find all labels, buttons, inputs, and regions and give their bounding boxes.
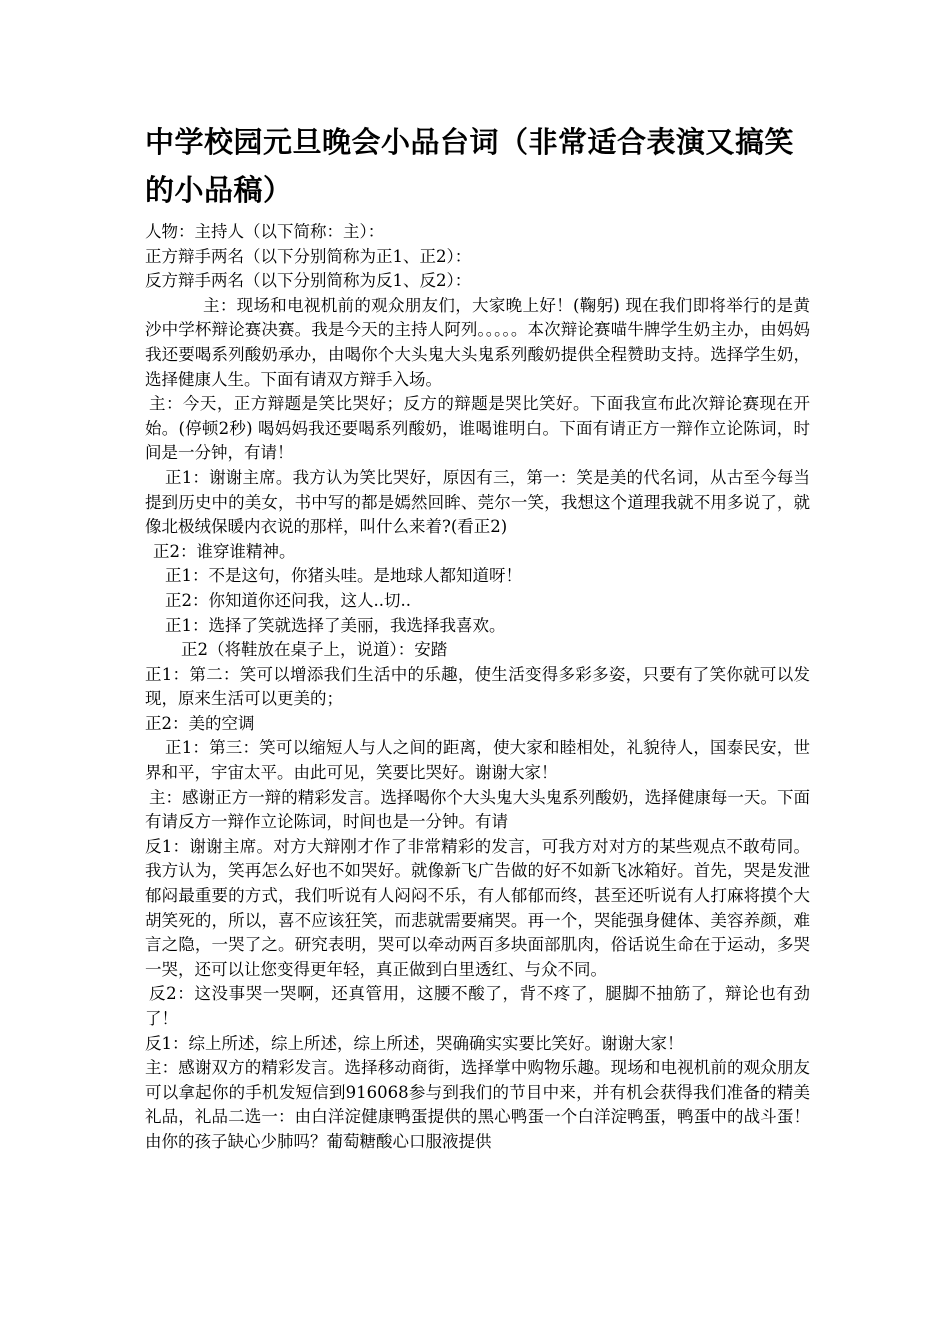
- paragraph: 反方辩手两名（以下分别简称为反1、反2）：: [145, 271, 472, 291]
- paragraph: 主：感谢双方的精彩发言。选择移动商街，选择掌中购物乐趣。现场和电视机前的观众朋友可以拿起你的手机发短信到916068参与到我们的节目中来，并有机会获得我们准备的精美礼品，礼品二选一：由白洋淀健康鸭蛋提供的黑心鸭蛋一个白洋淀鸭蛋，鸭蛋中的战斗蛋！由你的孩子缺心少肺吗？葡萄糖酸心口服液提供: [145, 1058, 810, 1151]
- paragraph: 反1：综上所述，综上所述，综上所述，哭确确实实要比笑好。谢谢大家！: [145, 1033, 684, 1053]
- paragraph: 正2：美的空调: [145, 713, 255, 733]
- paragraph: 正1：谢谢主席。我方认为笑比哭好，原因有三，第一：笑是美的代名词，从古至今每当提到历史中的美女，书中写的都是嫣然回眸、莞尔一笑，我想这个道理我就不用多说了，就像北极绒保暖内衣说的那样，叫什么来着?(看正2): [145, 467, 810, 537]
- paragraph: 正1：选择了笑就选择了美丽，我选择我喜欢。: [165, 615, 506, 635]
- document-page: [145, 118, 810, 1155]
- paragraph: 反2：这没事哭一哭啊，还真管用，这腰不酸了，背不疼了，腿脚不抽筋了，辩论也有劲了！: [145, 984, 810, 1028]
- paragraph: 正1：第二：笑可以增添我们生活中的乐趣，使生活变得多彩多姿，只要有了笑你就可以发现，原来生活可以更美的；: [145, 664, 810, 709]
- paragraph: 正2：谁穿谁精神。: [153, 541, 296, 561]
- paragraph: 正1：不是这句，你猪头哇。是地球人都知道呀！: [165, 566, 522, 586]
- paragraph: 人物：主持人（以下简称：主）：: [145, 222, 385, 241]
- paragraph: 主：感谢正方一辩的精彩发言。选择喝你个大头鬼大头鬼系列酸奶，选择健康每一天。下面有请反方一辩作立论陈词，时间也是一分钟。有请: [145, 787, 810, 832]
- paragraph: 主：现场和电视机前的观众朋友们，大家晚上好！(鞠躬) 现在我们即将举行的是黄沙中学杯辩论赛决赛。我是今天的主持人阿列。。。。。本次辩论赛喵牛牌学生奶主办，由妈妈我还要喝系列酸奶承办，由喝你个大头鬼大头鬼系列酸奶提供全程赞助支持。选择学生奶，选择健康人生。下面有请双方辩手入场。: [145, 295, 810, 389]
- paragraph: 正2（将鞋放在桌子上，说道）：安踏: [181, 640, 448, 660]
- paragraph: 正2：你知道你还问我，这人..切..: [165, 590, 411, 610]
- paragraph: 正1：第三：笑可以缩短人与人之间的距离，使大家和睦相处，礼貌待人，国泰民安，世界和平，宇宙太平。由此可见，笑要比哭好。谢谢大家！: [145, 738, 810, 783]
- paragraph: 正方辩手两名（以下分别简称为正1、正2）：: [145, 246, 472, 266]
- document-body: [145, 220, 810, 1155]
- paragraph: 主：今天，正方辩题是笑比哭好；反方的辩题是哭比笑好。下面我宣布此次辩论赛现在开始。(停顿2秒) 喝妈妈我还要喝系列酸奶，谁喝谁明白。下面有请正方一辩作立论陈词，时间是一分钟，有请！: [145, 394, 810, 463]
- document-title: 中学校园元旦晚会小品台词（非常适合表演又搞笑的小品稿）: [145, 125, 795, 207]
- paragraph: 反1：谢谢主席。对方大辩刚才作了非常精彩的发言，可我方对对方的某些观点不敢苟同。我方认为，笑再怎么好也不如哭好。就像新飞广告做的好不如新飞冰箱好。首先，哭是发泄郁闷最重要的方式，我们听说有人闷闷不乐，有人郁郁而终，甚至还听说有人打麻将摸个大胡笑死的，所以，喜不应该狂笑，而悲就需要痛哭。再一个，哭能强身健体、美容养颜，难言之隐，一哭了之。研究表明，哭可以牵动两百多块面部肌肉，俗话说生命在于运动，多哭一哭，还可以让您变得更年轻，真正做到白里透红、与众不同。: [145, 836, 810, 979]
